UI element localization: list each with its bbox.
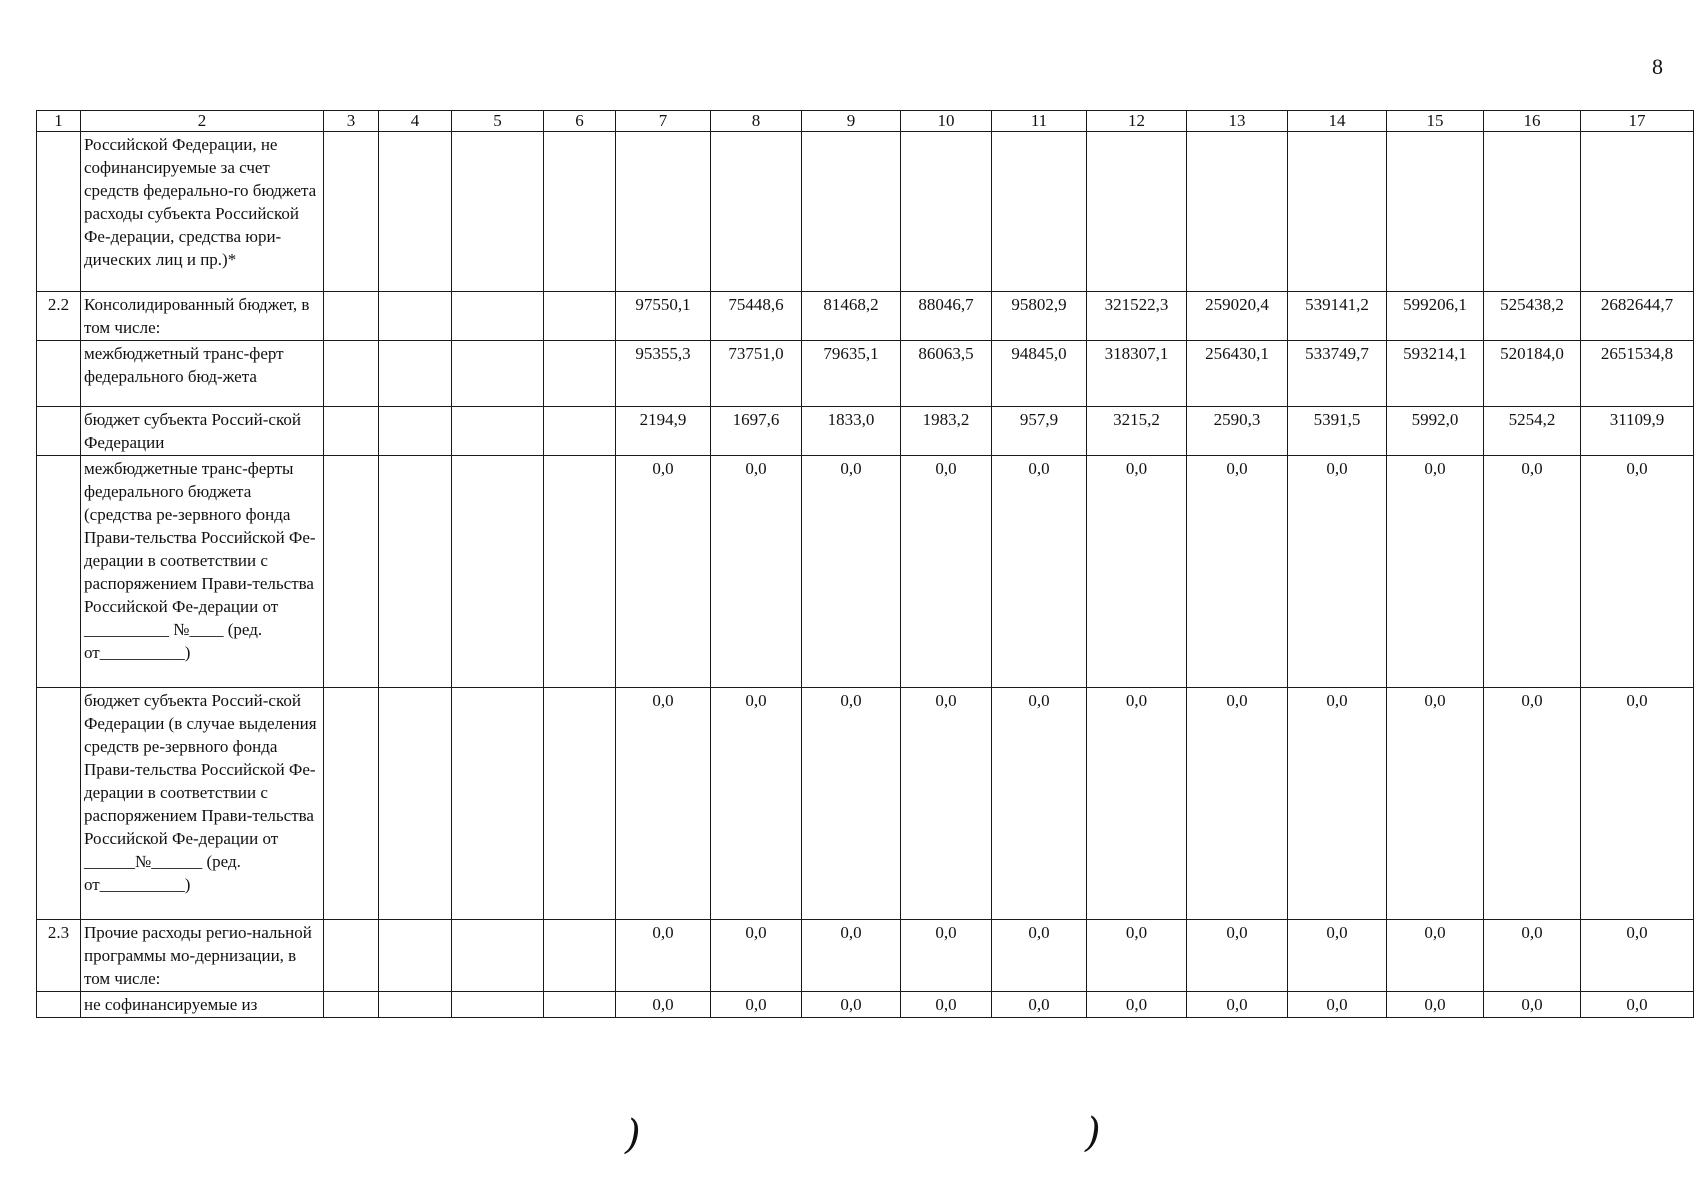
value-cell-col-17: 0,0 [1581,688,1694,920]
value-cell-col-11: 0,0 [992,992,1087,1018]
budget-table [36,110,1694,1018]
col-header-3: 3 [324,111,379,132]
value-cell-col-15: 593214,1 [1387,341,1484,407]
col-header-11: 11 [992,111,1087,132]
value-cell-col-9: 1833,0 [802,407,901,456]
empty-cell [452,407,544,456]
value-cell-col-9: 0,0 [802,456,901,688]
value-cell-col-14: 533749,7 [1288,341,1387,407]
empty-cell [452,341,544,407]
value-cell-col-8: 73751,0 [711,341,802,407]
value-cell-col-15: 0,0 [1387,992,1484,1018]
col-header-17: 17 [1581,111,1694,132]
col-header-10: 10 [901,111,992,132]
row-code [37,132,81,292]
value-cell-col-11 [992,132,1087,292]
value-cell-col-9: 81468,2 [802,292,901,341]
empty-cell [379,992,452,1018]
value-cell-col-9: 0,0 [802,992,901,1018]
empty-cell [324,992,379,1018]
col-header-9: 9 [802,111,901,132]
value-cell-col-17: 0,0 [1581,456,1694,688]
footer-mark: ) [625,1112,641,1158]
value-cell-col-11: 957,9 [992,407,1087,456]
value-cell-col-14: 539141,2 [1288,292,1387,341]
value-cell-col-13: 259020,4 [1187,292,1288,341]
row-code: 2.2 [37,292,81,341]
value-cell-col-7: 0,0 [616,920,711,992]
value-cell-col-15: 5992,0 [1387,407,1484,456]
value-cell-col-10: 0,0 [901,688,992,920]
value-cell-col-14 [1288,132,1387,292]
value-cell-col-13: 256430,1 [1187,341,1288,407]
value-cell-col-10: 0,0 [901,456,992,688]
value-cell-col-10: 0,0 [901,992,992,1018]
value-cell-col-13: 0,0 [1187,992,1288,1018]
value-cell-col-17 [1581,132,1694,292]
table-row [37,920,1694,992]
empty-cell [324,292,379,341]
row-description: бюджет субъекта Россий-ской Федерации [81,407,324,456]
value-cell-col-13: 0,0 [1187,456,1288,688]
value-cell-col-7 [616,132,711,292]
table-row [37,688,1694,920]
value-cell-col-7: 0,0 [616,456,711,688]
empty-cell [379,407,452,456]
value-cell-col-12: 321522,3 [1087,292,1187,341]
value-cell-col-15 [1387,132,1484,292]
empty-cell [452,132,544,292]
col-header-16: 16 [1484,111,1581,132]
col-header-13: 13 [1187,111,1288,132]
value-cell-col-16 [1484,132,1581,292]
value-cell-col-12: 0,0 [1087,920,1187,992]
col-header-12: 12 [1087,111,1187,132]
col-header-6: 6 [544,111,616,132]
empty-cell [324,688,379,920]
value-cell-col-11: 95802,9 [992,292,1087,341]
value-cell-col-12: 0,0 [1087,688,1187,920]
value-cell-col-16: 0,0 [1484,688,1581,920]
empty-cell [544,992,616,1018]
empty-cell [379,132,452,292]
value-cell-col-17: 0,0 [1581,992,1694,1018]
value-cell-col-12 [1087,132,1187,292]
value-cell-col-7: 0,0 [616,992,711,1018]
empty-cell [379,341,452,407]
empty-cell [452,292,544,341]
value-cell-col-11: 0,0 [992,688,1087,920]
value-cell-col-16: 0,0 [1484,920,1581,992]
value-cell-col-16: 520184,0 [1484,341,1581,407]
value-cell-col-16: 525438,2 [1484,292,1581,341]
empty-cell [324,456,379,688]
row-description: бюджет субъекта Россий-ской Федерации (в случае выделения средств ре-зервного фонда Прави-тельства Российской Фе-дерации в соответствии с распоряжением Прави-тельства Российской Фе-дерации от ______№______ (ред. от__________) [81,688,324,920]
empty-cell [324,341,379,407]
value-cell-col-14: 0,0 [1288,456,1387,688]
value-cell-col-8: 75448,6 [711,292,802,341]
value-cell-col-9 [802,132,901,292]
value-cell-col-8 [711,132,802,292]
value-cell-col-17: 2651534,8 [1581,341,1694,407]
value-cell-col-7: 97550,1 [616,292,711,341]
value-cell-col-12: 3215,2 [1087,407,1187,456]
value-cell-col-11: 0,0 [992,920,1087,992]
empty-cell [544,920,616,992]
value-cell-col-16: 0,0 [1484,992,1581,1018]
empty-cell [379,688,452,920]
empty-cell [379,456,452,688]
col-header-4: 4 [379,111,452,132]
empty-cell [324,132,379,292]
value-cell-col-13: 0,0 [1187,920,1288,992]
empty-cell [452,920,544,992]
value-cell-col-11: 94845,0 [992,341,1087,407]
empty-cell [379,920,452,992]
col-header-14: 14 [1288,111,1387,132]
col-header-8: 8 [711,111,802,132]
empty-cell [452,456,544,688]
col-header-7: 7 [616,111,711,132]
col-header-5: 5 [452,111,544,132]
table-row [37,456,1694,688]
table-row [37,292,1694,341]
value-cell-col-14: 0,0 [1288,688,1387,920]
value-cell-col-9: 79635,1 [802,341,901,407]
value-cell-col-12: 318307,1 [1087,341,1187,407]
value-cell-col-8: 1697,6 [711,407,802,456]
value-cell-col-9: 0,0 [802,688,901,920]
value-cell-col-16: 0,0 [1484,456,1581,688]
value-cell-col-13: 2590,3 [1187,407,1288,456]
value-cell-col-8: 0,0 [711,992,802,1018]
value-cell-col-7: 2194,9 [616,407,711,456]
value-cell-col-12: 0,0 [1087,456,1187,688]
value-cell-col-16: 5254,2 [1484,407,1581,456]
col-header-1: 1 [37,111,81,132]
value-cell-col-17: 0,0 [1581,920,1694,992]
row-description: Прочие расходы регио-нальной программы мо-дернизации, в том числе: [81,920,324,992]
empty-cell [544,292,616,341]
empty-cell [544,688,616,920]
row-description: не софинансируемые из [81,992,324,1018]
value-cell-col-15: 0,0 [1387,688,1484,920]
value-cell-col-17: 31109,9 [1581,407,1694,456]
table-row [37,341,1694,407]
empty-cell [544,456,616,688]
value-cell-col-7: 0,0 [616,688,711,920]
empty-cell [324,920,379,992]
row-code [37,688,81,920]
value-cell-col-7: 95355,3 [616,341,711,407]
value-cell-col-13 [1187,132,1288,292]
empty-cell [379,292,452,341]
row-code [37,992,81,1018]
empty-cell [544,132,616,292]
value-cell-col-15: 599206,1 [1387,292,1484,341]
col-header-2: 2 [81,111,324,132]
value-cell-col-15: 0,0 [1387,920,1484,992]
table-row [37,407,1694,456]
row-code [37,341,81,407]
table-row [37,992,1694,1018]
table-row [37,132,1694,292]
value-cell-col-10: 86063,5 [901,341,992,407]
value-cell-col-14: 0,0 [1288,992,1387,1018]
empty-cell [452,992,544,1018]
page-number: 8 [1652,54,1663,79]
value-cell-col-10: 88046,7 [901,292,992,341]
value-cell-col-15: 0,0 [1387,456,1484,688]
value-cell-col-8: 0,0 [711,920,802,992]
row-description: Консолидированный бюджет, в том числе: [81,292,324,341]
value-cell-col-9: 0,0 [802,920,901,992]
value-cell-col-8: 0,0 [711,688,802,920]
empty-cell [544,341,616,407]
col-header-15: 15 [1387,111,1484,132]
row-description: Российской Федерации, не софинансируемые за счет средств федерально-го бюджета расходы субъекта Российской Фе-дерации, средства юри-дических лиц и пр.)* [81,132,324,292]
value-cell-col-17: 2682644,7 [1581,292,1694,341]
row-code [37,456,81,688]
empty-cell [452,688,544,920]
footer-mark: ) [1085,1110,1101,1156]
value-cell-col-11: 0,0 [992,456,1087,688]
value-cell-col-13: 0,0 [1187,688,1288,920]
value-cell-col-14: 0,0 [1288,920,1387,992]
value-cell-col-12: 0,0 [1087,992,1187,1018]
row-code: 2.3 [37,920,81,992]
value-cell-col-10 [901,132,992,292]
row-description: межбюджетный транс-ферт федерального бюд-жета [81,341,324,407]
value-cell-col-10: 1983,2 [901,407,992,456]
value-cell-col-14: 5391,5 [1288,407,1387,456]
empty-cell [324,407,379,456]
value-cell-col-10: 0,0 [901,920,992,992]
row-description: межбюджетные транс-ферты федерального бюджета (средства ре-зервного фонда Прави-тельства Российской Фе-дерации в соответствии с распоряжением Прави-тельства Российской Фе-дерации от __________ №____ (ред. от__________) [81,456,324,688]
header-row [37,111,1694,132]
row-code [37,407,81,456]
value-cell-col-8: 0,0 [711,456,802,688]
empty-cell [544,407,616,456]
